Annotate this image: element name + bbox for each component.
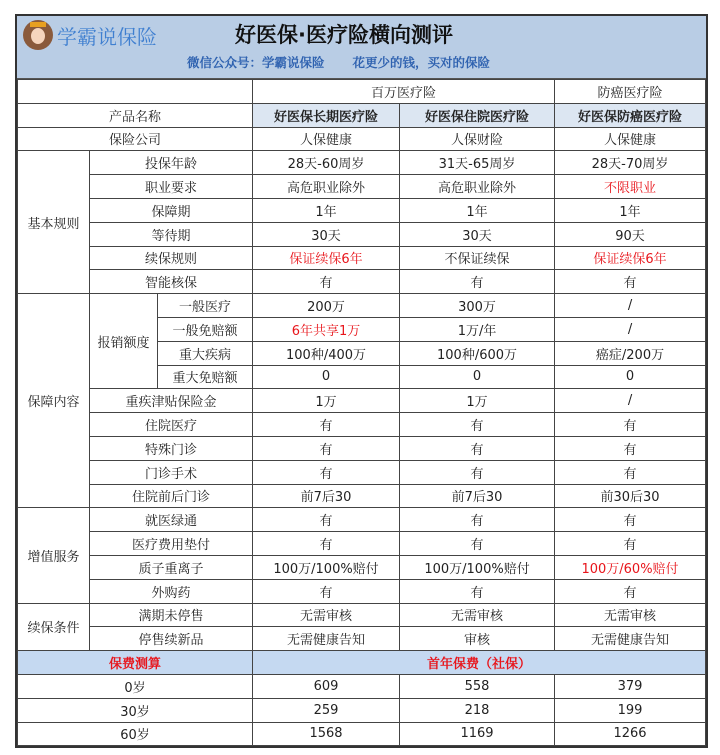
value-cell: / [555, 317, 706, 341]
value-cell: 0 [555, 365, 706, 389]
premium-header-row [18, 651, 706, 675]
premium-row [18, 722, 706, 746]
row-label: 重疾津贴保险金 [90, 389, 253, 413]
value-cell: 1万 [400, 389, 555, 413]
value-cell: 不保证续保 [400, 246, 555, 270]
category-label: 保障内容 [18, 294, 90, 508]
value-cell: 1266 [555, 722, 706, 746]
value-cell: 379 [555, 674, 706, 698]
comparison-table [17, 79, 706, 746]
table-row [18, 222, 706, 246]
premium-row [18, 674, 706, 698]
value-cell: 有 [253, 436, 400, 460]
value-cell: 199 [555, 698, 706, 722]
row-label: 质子重离子 [90, 555, 253, 579]
value-cell: 癌症/200万 [555, 341, 706, 365]
row-label: 保障期 [90, 198, 253, 222]
subcategory-label: 报销额度 [90, 294, 158, 389]
category-label: 基本规则 [18, 151, 90, 294]
value-cell: 好医保长期医疗险 [253, 103, 400, 127]
value-cell: 有 [555, 579, 706, 603]
value-cell: 有 [400, 532, 555, 556]
value-cell: 259 [253, 698, 400, 722]
row-label: 投保年龄 [90, 151, 253, 175]
table-row [18, 151, 706, 175]
value-cell: 有 [555, 532, 706, 556]
value-cell: 200万 [253, 294, 400, 318]
value-cell: 保证续保6年 [555, 246, 706, 270]
value-cell: 无需健康告知 [555, 627, 706, 651]
row-label: 一般免赔额 [158, 317, 253, 341]
value-cell: 有 [253, 413, 400, 437]
table-row [18, 532, 706, 556]
blank-cell [18, 80, 253, 104]
value-cell: 人保健康 [253, 127, 400, 151]
age-label: 0岁 [18, 674, 253, 698]
value-cell: 100万/100%赔付 [253, 555, 400, 579]
value-cell: 6年共享1万 [253, 317, 400, 341]
row-label: 门诊手术 [90, 460, 253, 484]
value-cell: 30天 [400, 222, 555, 246]
value-cell: 218 [400, 698, 555, 722]
row-label: 外购药 [90, 579, 253, 603]
category-label: 续保条件 [18, 603, 90, 651]
value-cell: 高危职业除外 [400, 175, 555, 199]
value-cell: 0 [400, 365, 555, 389]
group-header-row [18, 80, 706, 104]
age-label: 60岁 [18, 722, 253, 746]
value-cell: 0 [253, 365, 400, 389]
group-header: 防癌医疗险 [555, 80, 706, 104]
table-row [18, 270, 706, 294]
value-cell: 无需健康告知 [253, 627, 400, 651]
premium-header: 首年保费（社保） [253, 651, 706, 675]
value-cell: 1万/年 [400, 317, 555, 341]
sheet-header [17, 16, 706, 79]
brand-logo [23, 20, 157, 50]
value-cell: 有 [555, 508, 706, 532]
value-cell: 无需审核 [400, 603, 555, 627]
value-cell: 有 [400, 579, 555, 603]
value-cell: 1年 [400, 198, 555, 222]
value-cell: 有 [253, 460, 400, 484]
value-cell: 30天 [253, 222, 400, 246]
value-cell: 有 [400, 270, 555, 294]
row-label: 重大免赔额 [158, 365, 253, 389]
value-cell: 100种/400万 [253, 341, 400, 365]
value-cell: 558 [400, 674, 555, 698]
row-label: 产品名称 [18, 103, 253, 127]
value-cell: 有 [555, 460, 706, 484]
value-cell: 保证续保6年 [253, 246, 400, 270]
value-cell: 无需审核 [555, 603, 706, 627]
value-cell: 人保健康 [555, 127, 706, 151]
table-row [18, 555, 706, 579]
value-cell: 有 [400, 460, 555, 484]
table-row [18, 294, 706, 318]
value-cell: 有 [555, 413, 706, 437]
wechat-account: 微信公众号：学霸说保险 [187, 55, 325, 70]
value-cell: 不限职业 [555, 175, 706, 199]
row-label: 医疗费用垫付 [90, 532, 253, 556]
table-row [18, 627, 706, 651]
value-cell: 有 [253, 579, 400, 603]
table-row [18, 436, 706, 460]
row-label: 保险公司 [18, 127, 253, 151]
table-row [18, 603, 706, 627]
value-cell: 1年 [555, 198, 706, 222]
value-cell: 有 [400, 436, 555, 460]
value-cell: 31天-65周岁 [400, 151, 555, 175]
value-cell: 28天-60周岁 [253, 151, 400, 175]
value-cell: 有 [555, 436, 706, 460]
value-cell: 好医保防癌医疗险 [555, 103, 706, 127]
row-label: 住院医疗 [90, 413, 253, 437]
value-cell: 1万 [253, 389, 400, 413]
value-cell: 前7后30 [253, 484, 400, 508]
row-label: 智能核保 [90, 270, 253, 294]
value-cell: 300万 [400, 294, 555, 318]
table-row [18, 246, 706, 270]
value-cell: 前7后30 [400, 484, 555, 508]
group-header: 百万医疗险 [253, 80, 555, 104]
value-cell: 100万/100%赔付 [400, 555, 555, 579]
value-cell: 无需审核 [253, 603, 400, 627]
age-label: 30岁 [18, 698, 253, 722]
company-row [18, 127, 706, 151]
value-cell: 有 [253, 270, 400, 294]
row-label: 特殊门诊 [90, 436, 253, 460]
table-row [18, 508, 706, 532]
value-cell: 1年 [253, 198, 400, 222]
subtitle [187, 53, 518, 71]
value-cell: 1169 [400, 722, 555, 746]
row-label: 续保规则 [90, 246, 253, 270]
page-title: 好医保·医疗险横向测评 [235, 23, 453, 47]
row-label: 住院前后门诊 [90, 484, 253, 508]
row-label: 停售续新品 [90, 627, 253, 651]
value-cell: 有 [253, 532, 400, 556]
table-row [18, 389, 706, 413]
value-cell: 90天 [555, 222, 706, 246]
row-label: 一般医疗 [158, 294, 253, 318]
table-row [18, 413, 706, 437]
value-cell: 人保财险 [400, 127, 555, 151]
table-row [18, 579, 706, 603]
value-cell: 有 [555, 270, 706, 294]
value-cell: 好医保住院医疗险 [400, 103, 555, 127]
row-label: 等待期 [90, 222, 253, 246]
value-cell: 有 [400, 413, 555, 437]
row-label: 就医绿通 [90, 508, 253, 532]
premium-label: 保费测算 [18, 651, 253, 675]
value-cell: 高危职业除外 [253, 175, 400, 199]
premium-row [18, 698, 706, 722]
category-label: 增值服务 [18, 508, 90, 603]
slogan: 花更少的钱，买对的保险 [352, 55, 491, 70]
product-row [18, 103, 706, 127]
value-cell: 审核 [400, 627, 555, 651]
avatar-icon [23, 20, 53, 50]
value-cell: / [555, 294, 706, 318]
row-label: 职业要求 [90, 175, 253, 199]
table-row [18, 460, 706, 484]
value-cell: 前30后30 [555, 484, 706, 508]
comparison-sheet [15, 14, 708, 748]
table-row [18, 198, 706, 222]
row-label: 重大疾病 [158, 341, 253, 365]
value-cell: 28天-70周岁 [555, 151, 706, 175]
table-row [18, 175, 706, 199]
value-cell: 609 [253, 674, 400, 698]
value-cell: / [555, 389, 706, 413]
value-cell: 有 [400, 508, 555, 532]
row-label: 满期未停售 [90, 603, 253, 627]
value-cell: 1568 [253, 722, 400, 746]
value-cell: 100种/600万 [400, 341, 555, 365]
logo-text: 学霸说保险 [57, 24, 157, 49]
value-cell: 100万/60%赔付 [555, 555, 706, 579]
value-cell: 有 [253, 508, 400, 532]
table-row [18, 484, 706, 508]
